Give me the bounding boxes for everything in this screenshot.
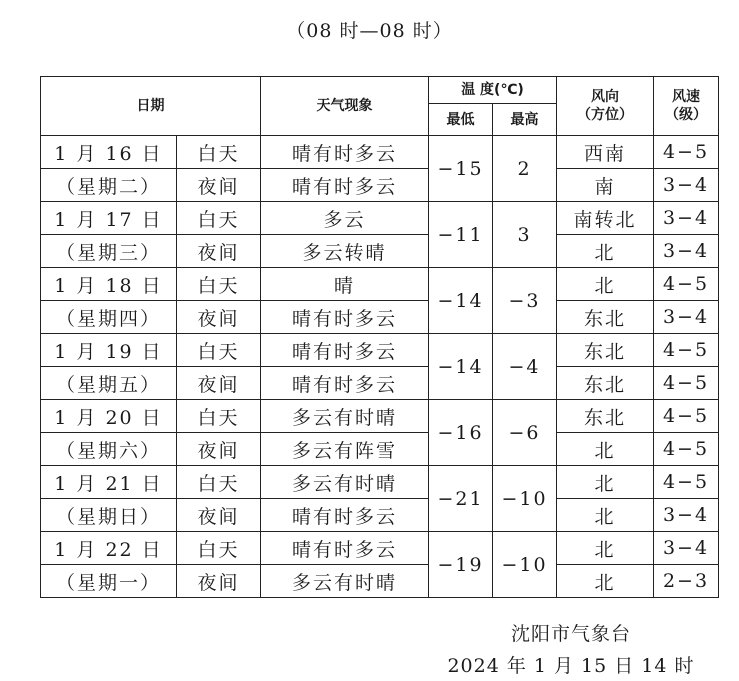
table-row (41, 202, 719, 235)
period-cell: 夜间 (177, 235, 261, 268)
date-cell: 1 月 19 日 (41, 334, 177, 367)
date-cell: 1 月 16 日 (41, 136, 177, 169)
header-weather: 天气现象 (261, 77, 429, 136)
table-row (41, 532, 719, 565)
temp-min-cell: −19 (429, 532, 493, 598)
header-date: 日期 (41, 77, 261, 136)
wind-direction-cell: 北 (557, 235, 654, 268)
header-wind-direction (557, 77, 654, 136)
temp-min-cell: −11 (429, 202, 493, 268)
wind-speed-cell: 4−5 (654, 400, 719, 433)
wind-direction-cell: 南 (557, 169, 654, 202)
period-cell: 白天 (177, 202, 261, 235)
header-temp-min: 最低 (429, 104, 493, 136)
temp-max-cell: −4 (493, 334, 557, 400)
wind-speed-cell: 4−5 (654, 367, 719, 400)
table-row (41, 235, 719, 268)
period-cell: 白天 (177, 136, 261, 169)
wind-speed-cell: 4−5 (654, 433, 719, 466)
wind-speed-cell: 3−4 (654, 235, 719, 268)
weather-cell: 晴有时多云 (261, 532, 429, 565)
weather-cell: 多云有阵雪 (261, 433, 429, 466)
weekday-cell: （星期日） (41, 499, 177, 532)
temp-min-cell: −15 (429, 136, 493, 202)
wind-direction-cell: 北 (557, 565, 654, 598)
wind-direction-cell: 北 (557, 466, 654, 499)
wind-direction-cell: 北 (557, 268, 654, 301)
weather-cell: 晴有时多云 (261, 169, 429, 202)
weekday-cell: （星期一） (41, 565, 177, 598)
period-cell: 白天 (177, 400, 261, 433)
wind-direction-cell: 北 (557, 499, 654, 532)
weather-cell: 多云 (261, 202, 429, 235)
table-row (41, 466, 719, 499)
table-row (41, 136, 719, 169)
table-row (41, 334, 719, 367)
wind-speed-cell: 4−5 (654, 136, 719, 169)
header-wind-direction-unit: （方位） (577, 107, 633, 123)
date-cell: 1 月 22 日 (41, 532, 177, 565)
issue-time: 2024 年 1 月 15 日 14 时 (447, 655, 695, 677)
wind-speed-cell: 2−3 (654, 565, 719, 598)
issuing-organization: 沈阳市气象台 (510, 623, 631, 645)
wind-direction-cell: 东北 (557, 301, 654, 334)
period-cell: 夜间 (177, 565, 261, 598)
weekday-cell: （星期五） (41, 367, 177, 400)
header-wind-speed-label: 风速 (672, 89, 700, 105)
table-row (41, 169, 719, 202)
temp-max-cell: −10 (493, 532, 557, 598)
period-cell: 白天 (177, 532, 261, 565)
date-cell: 1 月 18 日 (41, 268, 177, 301)
weather-cell: 多云有时晴 (261, 400, 429, 433)
temp-max-cell: 3 (493, 202, 557, 268)
wind-speed-cell: 3−4 (654, 202, 719, 235)
table-row (41, 565, 719, 598)
weather-cell: 晴有时多云 (261, 136, 429, 169)
date-cell: 1 月 17 日 (41, 202, 177, 235)
header-wind-direction-label: 风向 (591, 89, 619, 105)
weather-cell: 晴 (261, 268, 429, 301)
period-cell: 白天 (177, 466, 261, 499)
weather-cell: 多云转晴 (261, 235, 429, 268)
temp-max-cell: 2 (493, 136, 557, 202)
forecast-table (40, 76, 719, 598)
weekday-cell: （星期二） (41, 169, 177, 202)
table-row (41, 367, 719, 400)
wind-speed-cell: 3−4 (654, 301, 719, 334)
header-temp-max: 最高 (493, 104, 557, 136)
date-cell: 1 月 21 日 (41, 466, 177, 499)
period-cell: 白天 (177, 268, 261, 301)
table-row (41, 301, 719, 334)
wind-speed-cell: 4−5 (654, 268, 719, 301)
table-row (41, 400, 719, 433)
temp-max-cell: −3 (493, 268, 557, 334)
header-wind-speed-unit: （级） (665, 107, 707, 123)
weekday-cell: （星期四） (41, 301, 177, 334)
weather-cell: 晴有时多云 (261, 301, 429, 334)
temp-max-cell: −10 (493, 466, 557, 532)
wind-speed-cell: 3−4 (654, 499, 719, 532)
weather-cell: 多云有时晴 (261, 466, 429, 499)
wind-speed-cell: 4−5 (654, 334, 719, 367)
weekday-cell: （星期三） (41, 235, 177, 268)
table-row (41, 268, 719, 301)
temp-min-cell: −21 (429, 466, 493, 532)
wind-speed-cell: 3−4 (654, 169, 719, 202)
wind-direction-cell: 北 (557, 433, 654, 466)
temp-max-cell: −6 (493, 400, 557, 466)
wind-direction-cell: 南转北 (557, 202, 654, 235)
weather-cell: 晴有时多云 (261, 367, 429, 400)
wind-direction-cell: 西南 (557, 136, 654, 169)
period-cell: 白天 (177, 334, 261, 367)
date-cell: 1 月 20 日 (41, 400, 177, 433)
wind-direction-cell: 东北 (557, 334, 654, 367)
wind-speed-cell: 4−5 (654, 466, 719, 499)
table-row (41, 433, 719, 466)
weather-cell: 晴有时多云 (261, 334, 429, 367)
weather-cell: 晴有时多云 (261, 499, 429, 532)
temp-min-cell: −14 (429, 334, 493, 400)
wind-direction-cell: 北 (557, 532, 654, 565)
table-row (41, 499, 719, 532)
wind-direction-cell: 东北 (557, 400, 654, 433)
header-temperature: 温 度(℃) (429, 77, 557, 104)
period-cell: 夜间 (177, 499, 261, 532)
wind-speed-cell: 3−4 (654, 532, 719, 565)
period-cell: 夜间 (177, 433, 261, 466)
period-cell: 夜间 (177, 367, 261, 400)
time-range-subtitle: （08 时—08 时） (286, 20, 453, 42)
header-wind-speed (654, 77, 719, 136)
period-cell: 夜间 (177, 169, 261, 202)
weather-cell: 多云有时晴 (261, 565, 429, 598)
wind-direction-cell: 东北 (557, 367, 654, 400)
period-cell: 夜间 (177, 301, 261, 334)
temp-min-cell: −14 (429, 268, 493, 334)
weekday-cell: （星期六） (41, 433, 177, 466)
temp-min-cell: −16 (429, 400, 493, 466)
